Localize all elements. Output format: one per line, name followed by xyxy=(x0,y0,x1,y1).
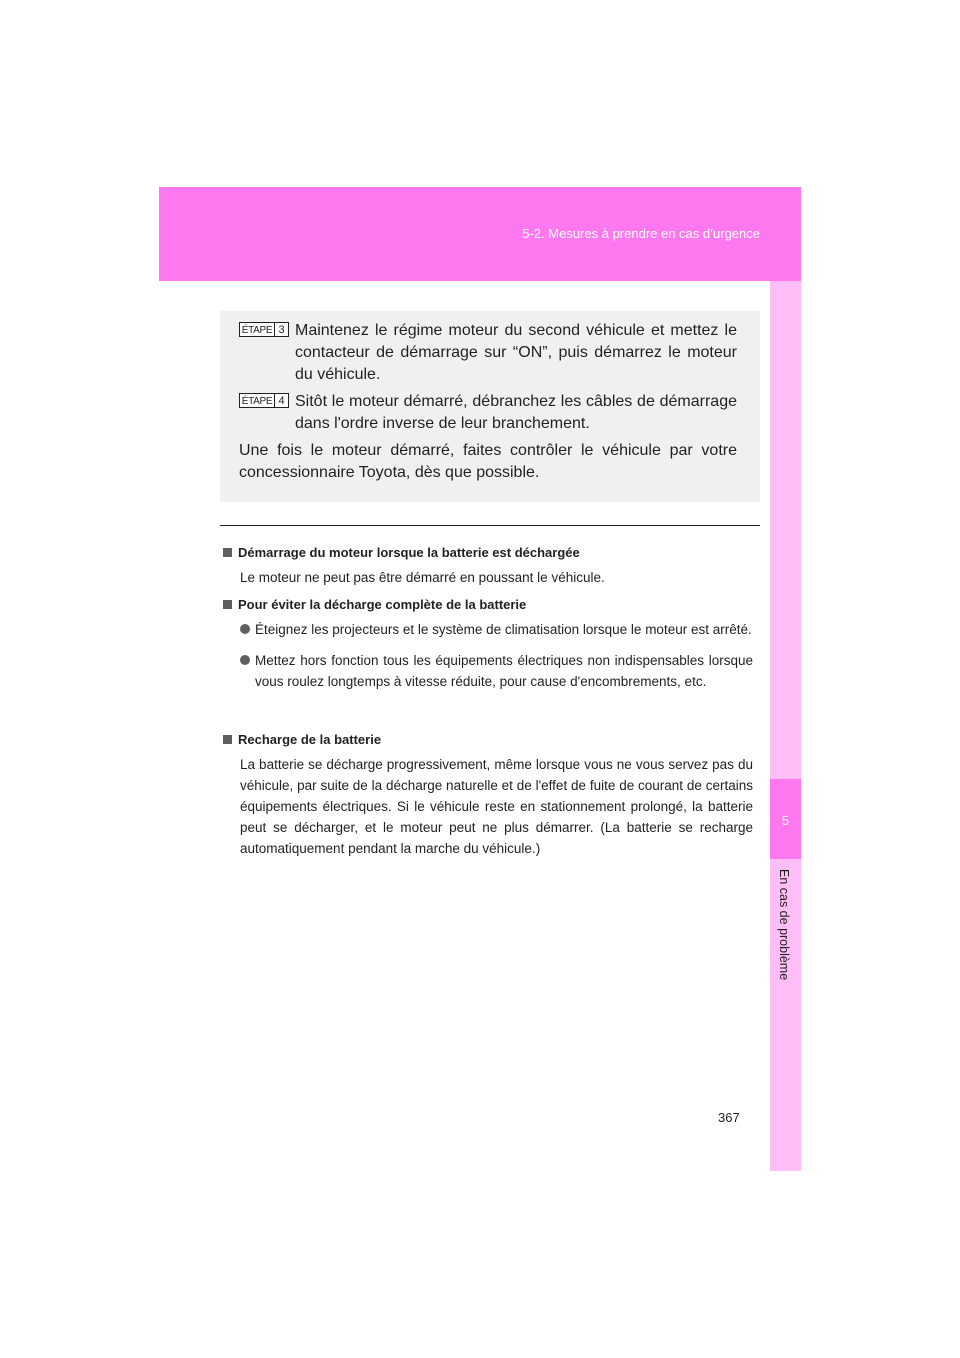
square-bullet-icon xyxy=(223,735,232,744)
step-badge-number: 3 xyxy=(274,323,288,336)
step-badge xyxy=(239,322,289,337)
list-item xyxy=(240,650,753,692)
step-text: Sitôt le moteur démarré, débranchez les câbles de démarrage dans l'ordre inverse de leur branchement. xyxy=(295,393,737,432)
info-heading xyxy=(223,731,753,749)
step-note: Une fois le moteur démarré, faites contrôler le véhicule par votre concessionnaire Toyota, dès que possible. xyxy=(239,442,737,481)
square-bullet-icon xyxy=(223,600,232,609)
side-tab xyxy=(770,281,801,1171)
step-badge-label: ÉTAPE xyxy=(241,396,273,407)
info-text: La batterie se décharge progressivement, même lorsque vous ne vous servez pas du véhicule, par suite de la décharge naturelle et de l'effet de fuite de courant de certains équipements électriques. Si le véhicule reste en stationnement prolongé, la batterie peut se décharger, et le moteur peut ne plus démarrer. (La batterie se recharge automatiquement pendant la marche du véhicule.) xyxy=(240,757,753,856)
info-block-start-engine xyxy=(223,544,753,588)
list-item-text: Mettez hors fonction tous les équipements électriques non indispensables lorsque vous roulez longtemps à vitesse réduite, pour cause d'encombrements, etc. xyxy=(255,653,753,689)
circle-bullet-icon xyxy=(240,624,250,634)
step-badge-label: ÉTAPE xyxy=(241,325,273,336)
info-block-recharge xyxy=(223,731,753,859)
info-heading-text: Démarrage du moteur lorsque la batterie est déchargée xyxy=(238,545,580,560)
header-band xyxy=(159,187,801,281)
step-4 xyxy=(239,391,737,435)
step-3 xyxy=(239,320,737,386)
step-badge xyxy=(239,393,289,408)
chapter-tab xyxy=(770,779,801,859)
info-heading-text: Recharge de la batterie xyxy=(238,732,382,747)
square-bullet-icon xyxy=(223,548,232,557)
section-title: 5-2. Mesures à prendre en cas d’urgence xyxy=(522,226,760,241)
info-heading xyxy=(223,544,753,562)
step-badge-number: 4 xyxy=(274,394,288,407)
page-number: 367 xyxy=(718,1110,740,1125)
step-text: Maintenez le régime moteur du second véhicule et mettez le contacteur de démarrage sur “ON”, puis démarrez le moteur du véhicule. xyxy=(295,322,737,383)
info-heading-text: Pour éviter la décharge complète de la batterie xyxy=(238,597,527,612)
section-divider xyxy=(220,525,760,526)
circle-bullet-icon xyxy=(240,655,250,665)
list-item xyxy=(240,619,753,640)
chapter-number: 5 xyxy=(781,813,790,828)
info-text: Le moteur ne peut pas être démarré en poussant le véhicule. xyxy=(240,570,605,585)
info-block-avoid-discharge xyxy=(223,596,753,692)
list-item-text: Éteignez les projecteurs et le système de climatisation lorsque le moteur est arrêté. xyxy=(255,622,752,637)
chapter-title: En cas de problème xyxy=(777,869,791,981)
info-heading xyxy=(223,596,753,614)
step-box xyxy=(220,311,760,502)
